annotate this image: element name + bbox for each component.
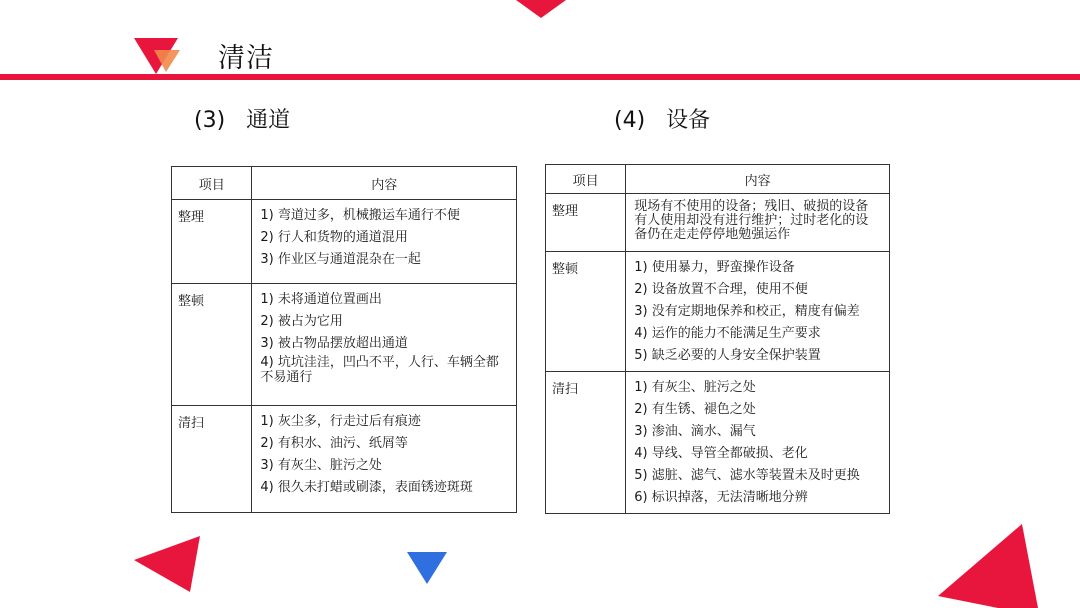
row-category: 整理 (172, 200, 252, 284)
col-item-header: 项目 (546, 165, 626, 194)
table-row (546, 252, 890, 372)
table-row (172, 406, 517, 513)
right-section-heading: (4) 设备 (614, 108, 711, 133)
col-content-header: 内容 (252, 167, 517, 200)
header-divider-bar (0, 74, 1080, 80)
content-line: 4) 很久未打蜡或刷漆，表面锈迹斑斑 (260, 480, 473, 495)
content-line: 1) 使用暴力，野蛮操作设备 (634, 260, 795, 275)
col-item-header: 项目 (172, 167, 252, 200)
content-line: 6) 标识掉落，无法清晰地分辨 (634, 490, 808, 505)
content-line: 5) 缺乏必要的人身安全保护装置 (634, 348, 821, 363)
content-line: 2) 有生锈、褪色之处 (634, 402, 756, 417)
table-row (172, 284, 517, 406)
bottom-left-triangle (134, 536, 202, 592)
content-line: 2) 有积水、油污、纸屑等 (260, 436, 408, 451)
top-center-triangle (516, 0, 566, 18)
row-category: 整理 (546, 194, 626, 252)
content-line: 2) 行人和货物的通道混用 (260, 230, 408, 245)
content-line: 3) 被占物品摆放超出通道 (260, 336, 408, 351)
table-row (546, 372, 890, 514)
content-line: 4) 坑坑洼洼，凹凸不平，人行、车辆全都不易通行 (260, 355, 499, 385)
content-line: 3) 作业区与通道混杂在一起 (260, 252, 421, 267)
content-line: 3) 没有定期地保养和校正，精度有偏差 (634, 304, 860, 319)
content-line: 4) 导线、导管全都破损、老化 (634, 446, 808, 461)
table-row (172, 200, 517, 284)
content-line: 1) 未将通道位置画出 (260, 292, 382, 307)
row-category: 清扫 (546, 372, 626, 514)
content-line: 现场有不使用的设备；残旧、破损的设备有人使用却没有进行维护；过时老化的设备仍在走走停停地勉强运作 (634, 199, 869, 242)
equipment-table (545, 164, 890, 514)
left-section-heading: (3) 通道 (194, 108, 291, 133)
col-content-header: 内容 (626, 165, 890, 194)
content-line: 2) 设备放置不合理，使用不便 (634, 282, 808, 297)
content-line: 3) 有灰尘、脏污之处 (260, 458, 382, 473)
row-category: 整顿 (172, 284, 252, 406)
table-header-row (172, 167, 517, 200)
bottom-right-triangle (938, 524, 1038, 608)
content-line: 4) 运作的能力不能满足生产要求 (634, 326, 821, 341)
content-line: 1) 弯道过多，机械搬运车通行不便 (260, 208, 460, 223)
aisle-table (171, 166, 517, 513)
content-line: 1) 灰尘多，行走过后有痕迹 (260, 414, 421, 429)
bottom-center-blue-triangle (407, 552, 447, 584)
content-line: 5) 滤脏、滤气、滤水等装置未及时更换 (634, 468, 860, 483)
content-line: 1) 有灰尘、脏污之处 (634, 380, 756, 395)
table-header-row (546, 165, 890, 194)
page-title: 清洁 (218, 43, 274, 74)
logo-triangles (134, 36, 182, 76)
content-line: 3) 渗油、滴水、漏气 (634, 424, 756, 439)
content-line: 2) 被占为它用 (260, 314, 343, 329)
table-row (546, 194, 890, 252)
row-category: 清扫 (172, 406, 252, 513)
row-category: 整顿 (546, 252, 626, 372)
